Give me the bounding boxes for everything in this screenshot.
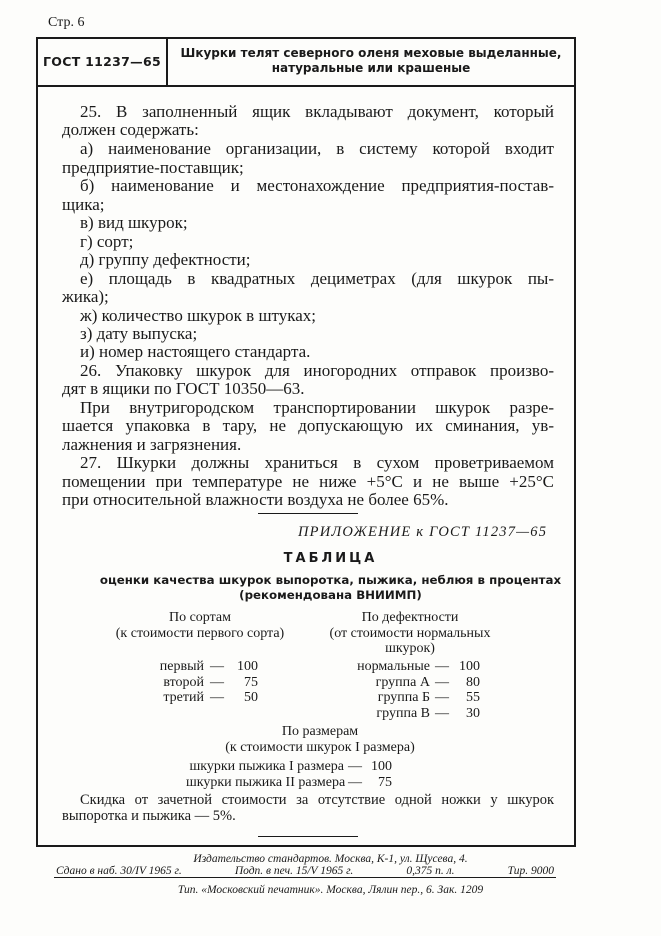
body-line: дят в ящики по ГОСТ 10350—63.: [62, 379, 305, 398]
grades-heading: [90, 610, 310, 641]
dash: —: [435, 705, 449, 721]
grade-row: [140, 675, 258, 691]
defect-name: группа А: [375, 674, 430, 690]
grade-name: первый: [159, 659, 204, 674]
defects-heading-2: (от стоимости нормальных: [329, 625, 491, 641]
grade-row: [140, 690, 258, 706]
grade-name: третий: [163, 690, 204, 705]
body-line: ж) количество шкурок в штуках;: [80, 306, 317, 325]
dash: —: [348, 774, 362, 790]
dash: —: [210, 674, 224, 690]
sizes-table: [186, 759, 392, 790]
table-subtitle-line-1: оценки качества шкурок выпоротка, пыжика, неблюя в процентах: [99, 573, 562, 587]
discount-note: [62, 792, 554, 824]
body-line: д) группу дефектности;: [80, 250, 251, 269]
defect-row: [346, 690, 480, 706]
defect-row: [346, 706, 480, 722]
section-separator: [258, 513, 358, 514]
grades-heading-1: По сортам: [168, 610, 231, 625]
size-value: 75: [378, 774, 392, 790]
body-line: г) сорт;: [80, 232, 134, 251]
footer-signed: Подп. в печ. 15/V 1965 г.: [234, 865, 354, 877]
body-line: предприятие-поставщик;: [62, 158, 244, 177]
grades-heading-2: (к стоимости первого сорта): [115, 625, 285, 641]
body-line: лажнения и загрязнения.: [62, 435, 242, 454]
footer-print-info: [56, 865, 554, 877]
grade-name: второй: [163, 674, 204, 690]
body-line: шается упаковка в тару, не допускающую их сминания, ув-: [62, 416, 554, 435]
header-divider: [36, 85, 576, 87]
defect-name: нормальные: [357, 659, 430, 674]
size-name: шкурки пыжика II размера: [186, 774, 346, 790]
size-name: шкурки пыжика I размера: [189, 759, 344, 774]
table-title: ТАБЛИЦА: [283, 551, 378, 566]
sizes-heading: [150, 724, 490, 755]
body-line: должен содержать:: [62, 120, 199, 139]
gost-number: ГОСТ 11237—65: [43, 53, 161, 69]
dash: —: [435, 690, 449, 705]
footer-sent: Сдано в наб. 30/IV 1965 г.: [56, 865, 182, 877]
grade-value: 50: [244, 690, 258, 705]
table-subtitle: [0, 573, 661, 603]
defect-row: [346, 675, 480, 691]
appendix-label: ПРИЛОЖЕНИЕ к ГОСТ 11237—65: [298, 524, 548, 540]
dash: —: [435, 674, 449, 690]
body-line: е) площадь в квадратных дециметрах (для шкурок пы-: [80, 269, 554, 288]
defects-heading: [306, 610, 514, 657]
sizes-heading-2: (к стоимости шкурок I размера): [225, 739, 415, 755]
size-row: [186, 775, 392, 791]
footer-publisher: Издательство стандартов. Москва, К-1, ул. Щусева, 4.: [193, 853, 468, 865]
body-line: в) вид шкурок;: [80, 213, 188, 232]
defects-heading-1: По дефектности: [361, 610, 459, 625]
body-line: б) наименование и местонахождение предприятия-постав-: [80, 176, 554, 195]
title-line-2: натуральные или крашеные: [271, 61, 471, 75]
page-number: Стр. 6: [48, 15, 85, 30]
body-line: При внутригородском транспортировании шкурок разре-: [80, 398, 554, 417]
footer-sheets: 0,375 п. л.: [406, 865, 455, 877]
document-title: [168, 38, 574, 84]
defect-value: 80: [466, 674, 480, 690]
grade-row: [140, 659, 258, 675]
body-line: а) наименование организации, в систему которой входит: [80, 139, 554, 158]
footer-divider: [54, 877, 556, 878]
dash: —: [210, 659, 224, 674]
size-row: [186, 759, 392, 775]
dash: —: [435, 659, 449, 674]
defect-row: [346, 659, 480, 675]
defect-value: 30: [466, 705, 480, 721]
grade-value: 100: [237, 659, 258, 674]
table-subtitle-line-2: (рекомендована ВНИИМП): [239, 588, 422, 602]
body-line: 26. Упаковку шкурок для иногородних отправок произво-: [80, 361, 554, 380]
grades-table: [140, 659, 258, 706]
defect-name: группа В: [376, 705, 430, 721]
footer-print-run: Тир. 9000: [507, 865, 554, 877]
body-line: щика;: [62, 195, 105, 214]
defect-value: 55: [466, 690, 480, 705]
dash: —: [348, 759, 362, 774]
body-line: при относительной влажности воздуха не более 65%.: [62, 490, 449, 509]
note-line-1: Скидка от зачетной стоимости за отсутствие одной ножки у шкурок: [80, 792, 554, 808]
end-separator: [258, 836, 358, 837]
body-line: 27. Шкурки должны храниться в сухом проветриваемом: [80, 453, 554, 472]
title-line-1: Шкурки телят северного оленя меховые выделанные,: [180, 46, 562, 60]
body-line: помещении при температуре не ниже +5°С и не выше +25°С: [62, 472, 554, 491]
body-line: з) дату выпуска;: [80, 324, 198, 343]
defect-name: группа Б: [377, 690, 430, 705]
grade-value: 75: [244, 674, 258, 690]
dash: —: [210, 690, 224, 705]
note-line-2: выпоротка и пыжика — 5%.: [62, 808, 236, 824]
defects-table: [346, 659, 480, 721]
sizes-heading-1: По размерам: [281, 724, 359, 739]
defect-value: 100: [459, 659, 480, 674]
body-line: жика);: [62, 287, 109, 306]
body-line: и) номер настоящего стандарта.: [80, 342, 311, 361]
defects-heading-3: шкурок): [385, 641, 435, 656]
body-line: 25. В заполненный ящик вкладывают документ, который: [80, 102, 554, 121]
footer-printer: Тип. «Московский печатник». Москва, Лялин пер., 6. Зак. 1209: [177, 884, 484, 896]
size-value: 100: [371, 759, 392, 774]
